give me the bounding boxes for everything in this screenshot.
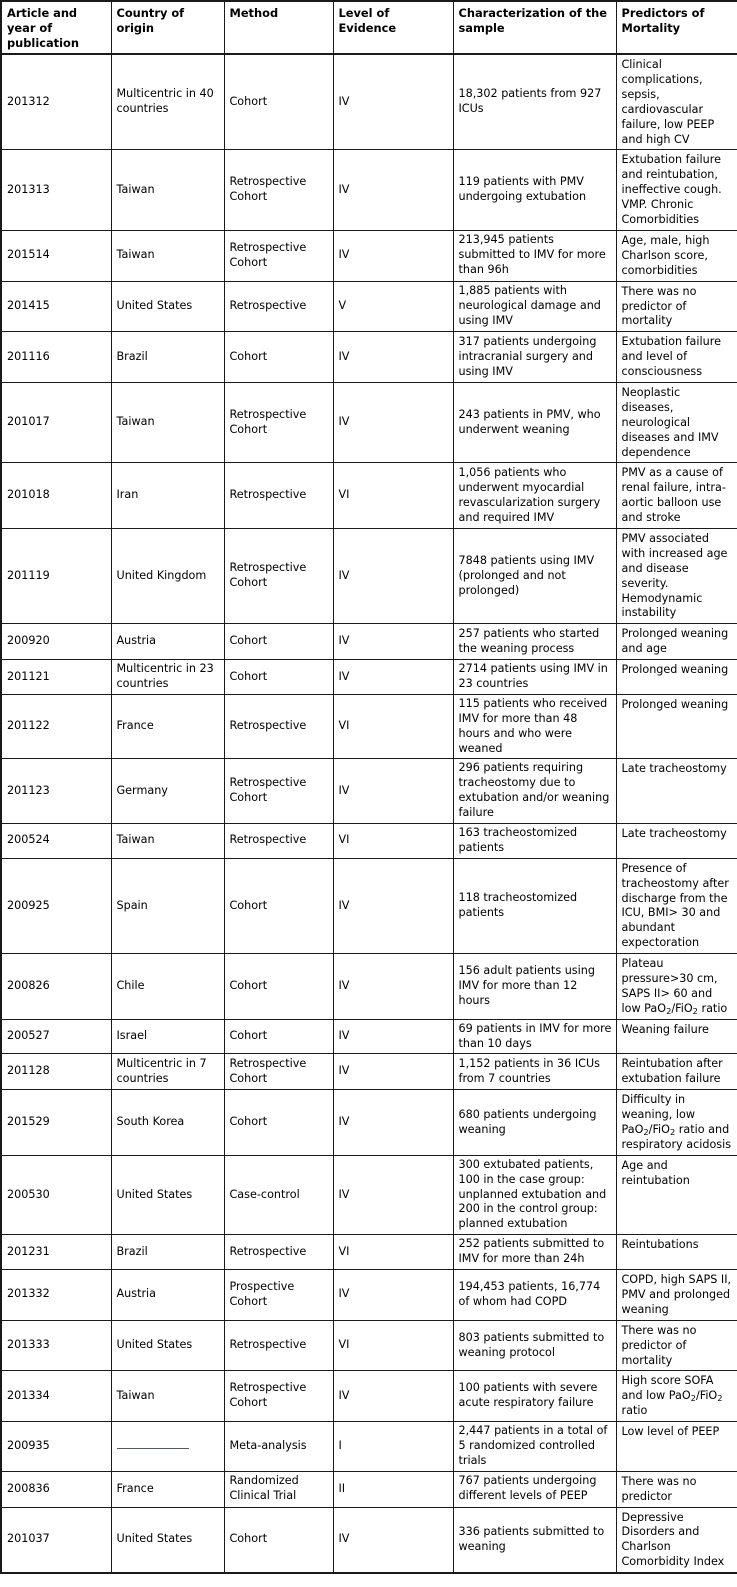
cell-method: Prospective Cohort xyxy=(224,1270,333,1321)
cell-characterization: 2714 patients using IMV in 23 countries xyxy=(453,660,616,695)
cell-article: 200935 xyxy=(1,1422,111,1472)
cell-predictors: Depressive Disorders and Charlson Comorbidity Index xyxy=(616,1507,737,1573)
cell-method: Retrospective Cohort xyxy=(224,759,333,824)
cell-article: 201332 xyxy=(1,1270,111,1321)
cell-article: 200826 xyxy=(1,954,111,1020)
cell-article: 201121 xyxy=(1,660,111,695)
cell-level-of-evidence: IV xyxy=(333,332,453,383)
cell-predictors: Extubation failure and reintubation, ineffective cough. VMP. Chronic Comorbidities xyxy=(616,150,737,230)
cell-level-of-evidence: IV xyxy=(333,54,453,150)
cell-method: Cohort xyxy=(224,332,333,383)
cell-predictors: Prolonged weaning and age xyxy=(616,624,737,660)
cell-predictors: Clinical complications, sepsis, cardiovascular failure, low PEEP and high CV xyxy=(616,54,737,150)
table-row xyxy=(1,1235,737,1270)
cell-predictors: High score SOFA and low PaO$_2$/FiO$_2$ ratio xyxy=(616,1371,737,1422)
cell-method: Meta-analysis xyxy=(224,1422,333,1472)
cell-article: 200836 xyxy=(1,1471,111,1507)
table-row xyxy=(1,759,737,824)
cell-characterization: 243 patients in PMV, who underwent weaning xyxy=(453,382,616,462)
cell-country: Multicentric in 7 countries xyxy=(111,1054,224,1090)
table-row xyxy=(1,382,737,462)
cell-article: 201313 xyxy=(1,150,111,230)
cell-country: Brazil xyxy=(111,332,224,383)
table-row xyxy=(1,624,737,660)
cell-level-of-evidence: IV xyxy=(333,624,453,660)
cell-level-of-evidence: IV xyxy=(333,528,453,623)
table-row xyxy=(1,463,737,529)
cell-article: 201312 xyxy=(1,54,111,150)
cell-characterization: 252 patients submitted to IMV for more than 24h xyxy=(453,1235,616,1270)
table-row xyxy=(1,694,737,759)
cell-characterization: 680 patients undergoing weaning xyxy=(453,1090,616,1156)
cell-method: Randomized Clinical Trial xyxy=(224,1471,333,1507)
cell-article: 201128 xyxy=(1,1054,111,1090)
cell-method: Retrospective xyxy=(224,281,333,332)
cell-article: 201018 xyxy=(1,463,111,529)
cell-article: 201123 xyxy=(1,759,111,824)
cell-characterization: 257 patients who started the weaning process xyxy=(453,624,616,660)
column-header-characterization: Characterization of the sample xyxy=(453,1,616,54)
cell-predictors: Late tracheostomy xyxy=(616,759,737,824)
cell-characterization: 2,447 patients in a total of 5 randomized controlled trials xyxy=(453,1422,616,1472)
cell-article: 200925 xyxy=(1,858,111,953)
cell-method: Retrospective xyxy=(224,1235,333,1270)
cell-article: 200920 xyxy=(1,624,111,660)
table-row xyxy=(1,528,737,623)
cell-predictors: Reintubations xyxy=(616,1235,737,1270)
cell-predictors: There was no predictor xyxy=(616,1471,737,1507)
cell-predictors: Age, male, high Charlson score, comorbidities xyxy=(616,230,737,281)
cell-level-of-evidence: VI xyxy=(333,463,453,529)
cell-characterization: 115 patients who received IMV for more than 48 hours and who were weaned xyxy=(453,694,616,759)
cell-method: Retrospective xyxy=(224,694,333,759)
cell-article: 201514 xyxy=(1,230,111,281)
cell-article: 201415 xyxy=(1,281,111,332)
cell-level-of-evidence: IV xyxy=(333,1507,453,1573)
cell-country: Germany xyxy=(111,759,224,824)
cell-country: United Kingdom xyxy=(111,528,224,623)
cell-level-of-evidence: IV xyxy=(333,382,453,462)
cell-level-of-evidence: IV xyxy=(333,858,453,953)
cell-country: United States xyxy=(111,281,224,332)
blank-country-rule xyxy=(117,1439,189,1450)
table-row xyxy=(1,230,737,281)
cell-method: Retrospective xyxy=(224,1320,333,1371)
table-row xyxy=(1,1320,737,1371)
cell-article: 200524 xyxy=(1,824,111,859)
cell-method: Cohort xyxy=(224,858,333,953)
cell-level-of-evidence: IV xyxy=(333,954,453,1020)
table-row xyxy=(1,1371,737,1422)
cell-characterization: 803 patients submitted to weaning protocol xyxy=(453,1320,616,1371)
cell-predictors: Prolonged weaning xyxy=(616,694,737,759)
cell-predictors: Neoplastic diseases, neurological diseases and IMV dependence xyxy=(616,382,737,462)
cell-method: Cohort xyxy=(224,954,333,1020)
cell-method: Retrospective Cohort xyxy=(224,230,333,281)
cell-predictors: Difficulty in weaning, low PaO$_2$/FiO$_2$ ratio and respiratory acidosis xyxy=(616,1090,737,1156)
table-row xyxy=(1,1090,737,1156)
column-header-country: Country of origin xyxy=(111,1,224,54)
table-row xyxy=(1,1019,737,1054)
cell-characterization: 100 patients with severe acute respiratory failure xyxy=(453,1371,616,1422)
cell-country: United States xyxy=(111,1507,224,1573)
cell-predictors: COPD, high SAPS II, PMV and prolonged weaning xyxy=(616,1270,737,1321)
cell-predictors: Prolonged weaning xyxy=(616,660,737,695)
cell-characterization: 336 patients submitted to weaning xyxy=(453,1507,616,1573)
cell-country: Israel xyxy=(111,1019,224,1054)
cell-characterization: 156 adult patients using IMV for more than 12 hours xyxy=(453,954,616,1020)
column-header-article: Article and year of publication xyxy=(1,1,111,54)
cell-article: 201122 xyxy=(1,694,111,759)
cell-predictors: Low level of PEEP xyxy=(616,1422,737,1472)
cell-article: 200530 xyxy=(1,1155,111,1234)
cell-characterization: 767 patients undergoing different levels of PEEP xyxy=(453,1471,616,1507)
cell-level-of-evidence: VI xyxy=(333,1235,453,1270)
cell-country: Iran xyxy=(111,463,224,529)
cell-characterization: 18,302 patients from 927 ICUs xyxy=(453,54,616,150)
cell-country: Taiwan xyxy=(111,150,224,230)
cell-method: Cohort xyxy=(224,624,333,660)
table-row xyxy=(1,824,737,859)
cell-characterization: 1,885 patients with neurological damage and using IMV xyxy=(453,281,616,332)
cell-level-of-evidence: II xyxy=(333,1471,453,1507)
cell-level-of-evidence: IV xyxy=(333,1155,453,1234)
table-row xyxy=(1,1155,737,1234)
cell-method: Retrospective Cohort xyxy=(224,528,333,623)
cell-characterization: 213,945 patients submitted to IMV for more than 96h xyxy=(453,230,616,281)
cell-characterization: 300 extubated patients, 100 in the case group: unplanned extubation and 200 in the control group: planned extubation xyxy=(453,1155,616,1234)
cell-level-of-evidence: I xyxy=(333,1422,453,1472)
cell-method: Cohort xyxy=(224,54,333,150)
column-header-level-of-evidence: Level of Evidence xyxy=(333,1,453,54)
cell-country: Taiwan xyxy=(111,382,224,462)
table-row xyxy=(1,1507,737,1573)
cell-method: Case-control xyxy=(224,1155,333,1234)
table-header xyxy=(1,1,737,54)
cell-predictors: There was no predictor of mortality xyxy=(616,1320,737,1371)
cell-level-of-evidence: IV xyxy=(333,660,453,695)
table-row xyxy=(1,54,737,150)
cell-predictors: Extubation failure and level of consciousness xyxy=(616,332,737,383)
cell-article: 201119 xyxy=(1,528,111,623)
cell-predictors: Plateau pressure>30 cm, SAPS II> 60 and low PaO$_2$/FiO$_2$ ratio xyxy=(616,954,737,1020)
cell-level-of-evidence: IV xyxy=(333,1371,453,1422)
cell-level-of-evidence: IV xyxy=(333,1270,453,1321)
cell-country: France xyxy=(111,694,224,759)
cell-article: 201333 xyxy=(1,1320,111,1371)
cell-country: United States xyxy=(111,1155,224,1234)
cell-country: Spain xyxy=(111,858,224,953)
cell-method: Cohort xyxy=(224,1019,333,1054)
cell-method: Cohort xyxy=(224,1090,333,1156)
cell-characterization: 317 patients undergoing intracranial surgery and using IMV xyxy=(453,332,616,383)
cell-country: Austria xyxy=(111,1270,224,1321)
cell-characterization: 296 patients requiring tracheostomy due to extubation and/or weaning failure xyxy=(453,759,616,824)
cell-level-of-evidence: VI xyxy=(333,1320,453,1371)
cell-country: South Korea xyxy=(111,1090,224,1156)
cell-predictors: There was no predictor of mortality xyxy=(616,281,737,332)
cell-level-of-evidence: VI xyxy=(333,824,453,859)
table-row xyxy=(1,660,737,695)
cell-article: 201017 xyxy=(1,382,111,462)
table-row xyxy=(1,954,737,1020)
cell-level-of-evidence: IV xyxy=(333,1019,453,1054)
cell-country: France xyxy=(111,1471,224,1507)
cell-level-of-evidence: IV xyxy=(333,150,453,230)
cell-predictors: PMV as a cause of renal failure, intra-aortic balloon use and stroke xyxy=(616,463,737,529)
cell-predictors: PMV associated with increased age and disease severity. Hemodynamic instability xyxy=(616,528,737,623)
cell-country: Taiwan xyxy=(111,230,224,281)
cell-country: Taiwan xyxy=(111,824,224,859)
table-row xyxy=(1,1471,737,1507)
cell-article: 201116 xyxy=(1,332,111,383)
cell-level-of-evidence: VI xyxy=(333,694,453,759)
cell-country: Brazil xyxy=(111,1235,224,1270)
cell-predictors: Late tracheostomy xyxy=(616,824,737,859)
cell-country: Multicentric in 40 countries xyxy=(111,54,224,150)
table-row xyxy=(1,281,737,332)
cell-level-of-evidence: IV xyxy=(333,1090,453,1156)
cell-method: Retrospective Cohort xyxy=(224,1054,333,1090)
cell-article: 201529 xyxy=(1,1090,111,1156)
cell-level-of-evidence: IV xyxy=(333,230,453,281)
cell-method: Retrospective Cohort xyxy=(224,150,333,230)
table-row xyxy=(1,1422,737,1472)
table-body xyxy=(1,54,737,1573)
cell-predictors: Weaning failure xyxy=(616,1019,737,1054)
cell-country: Austria xyxy=(111,624,224,660)
table-row xyxy=(1,1054,737,1090)
column-header-predictors: Predictors of Mortality xyxy=(616,1,737,54)
cell-country: United States xyxy=(111,1320,224,1371)
cell-country xyxy=(111,1422,224,1472)
cell-country: Chile xyxy=(111,954,224,1020)
cell-method: Retrospective xyxy=(224,463,333,529)
cell-predictors: Age and reintubation xyxy=(616,1155,737,1234)
cell-predictors: Presence of tracheostomy after discharge from the ICU, BMI> 30 and abundant expectoration xyxy=(616,858,737,953)
cell-article: 201037 xyxy=(1,1507,111,1573)
cell-article: 201231 xyxy=(1,1235,111,1270)
cell-method: Cohort xyxy=(224,660,333,695)
cell-characterization: 119 patients with PMV undergoing extubation xyxy=(453,150,616,230)
cell-level-of-evidence: IV xyxy=(333,1054,453,1090)
cell-characterization: 7848 patients using IMV (prolonged and not prolonged) xyxy=(453,528,616,623)
cell-characterization: 194,453 patients, 16,774 of whom had COPD xyxy=(453,1270,616,1321)
cell-characterization: 118 tracheostomized patients xyxy=(453,858,616,953)
cell-method: Retrospective Cohort xyxy=(224,382,333,462)
cell-country: Multicentric in 23 countries xyxy=(111,660,224,695)
cell-article: 201334 xyxy=(1,1371,111,1422)
column-header-method: Method xyxy=(224,1,333,54)
cell-country: Taiwan xyxy=(111,1371,224,1422)
cell-article: 200527 xyxy=(1,1019,111,1054)
cell-characterization: 163 tracheostomized patients xyxy=(453,824,616,859)
cell-level-of-evidence: IV xyxy=(333,759,453,824)
table-row xyxy=(1,858,737,953)
header-row xyxy=(1,1,737,54)
cell-characterization: 1,056 patients who underwent myocardial revascularization surgery and required IMV xyxy=(453,463,616,529)
cell-method: Cohort xyxy=(224,1507,333,1573)
table-row xyxy=(1,332,737,383)
cell-level-of-evidence: V xyxy=(333,281,453,332)
cell-predictors: Reintubation after extubation failure xyxy=(616,1054,737,1090)
cell-method: Retrospective Cohort xyxy=(224,1371,333,1422)
cell-method: Retrospective xyxy=(224,824,333,859)
table-row xyxy=(1,150,737,230)
cell-characterization: 69 patients in IMV for more than 10 days xyxy=(453,1019,616,1054)
table-row xyxy=(1,1270,737,1321)
cell-characterization: 1,152 patients in 36 ICUs from 7 countries xyxy=(453,1054,616,1090)
